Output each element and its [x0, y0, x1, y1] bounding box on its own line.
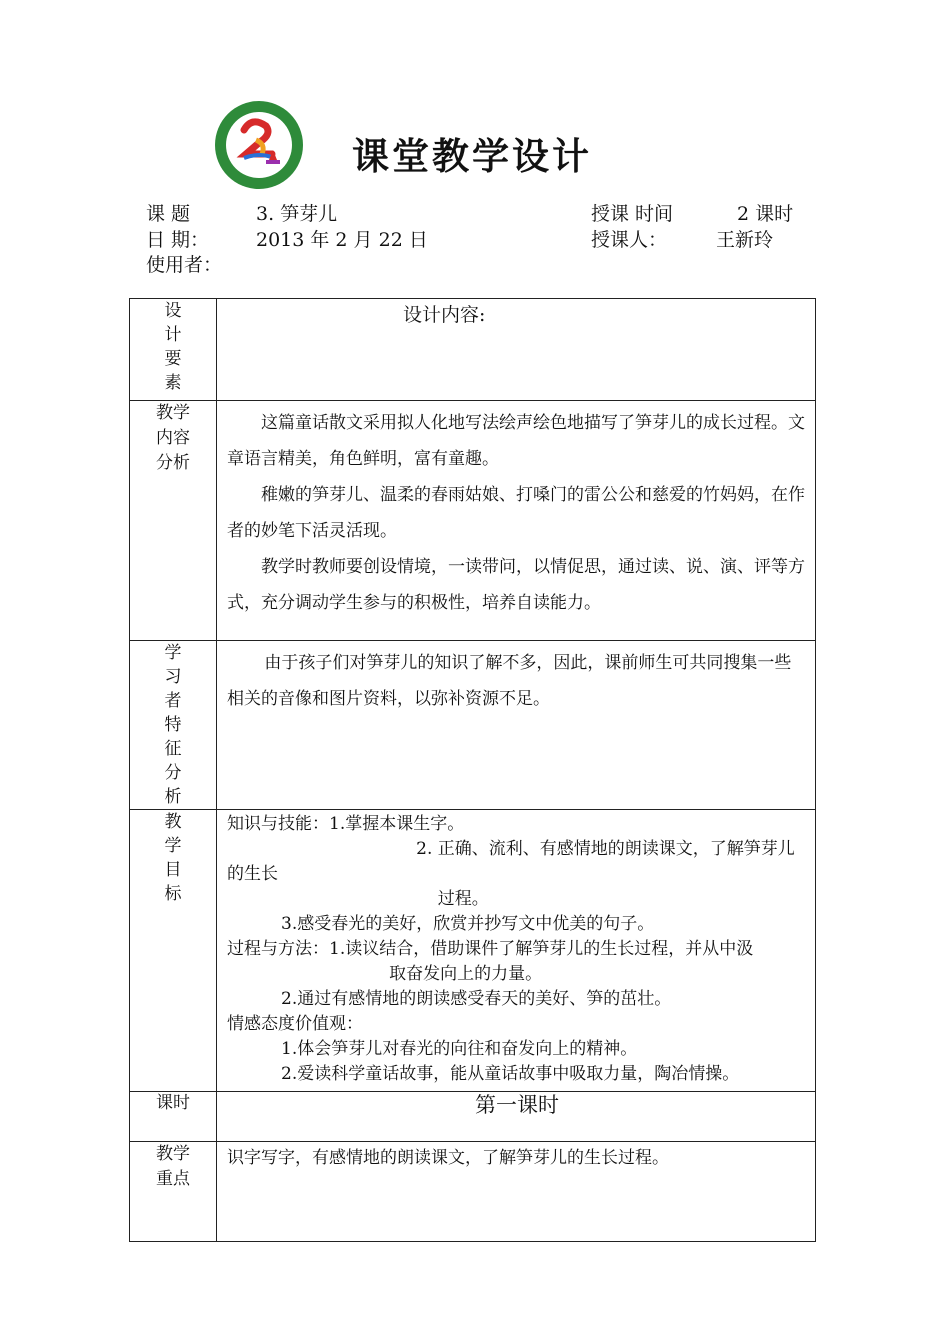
goal-line: 取奋发向上的力量。 [227, 964, 543, 984]
table-row [130, 1092, 816, 1142]
teacher-value: 王新玲 [716, 229, 774, 251]
analysis-label: 教学内容分析 [156, 403, 190, 473]
key-label-cell [130, 1142, 217, 1242]
goal-line: 3.感受春光的美好，欣赏并抄写文中优美的句子。 [227, 914, 655, 934]
analysis-label-cell [130, 401, 217, 641]
goal-line: 过程。 [227, 889, 489, 909]
table-row [130, 641, 816, 810]
header-label-cell [130, 299, 217, 401]
teacher-label: 授课人： [591, 229, 668, 251]
learner-text: 由于孩子们对笋芽儿的知识了解不多，因此，课前师生可共同搜集一些相关的音像和图片资料，以弥补资源不足。 [227, 653, 792, 709]
time-value: 2 课时 [737, 203, 794, 225]
goals-label-cell [130, 810, 217, 1092]
table-row [130, 1142, 816, 1242]
period-label-cell [130, 1092, 217, 1142]
goal-line: 过程与方法：1.读议结合，借助课件了解笋芽儿的生长过程，并从中汲 [227, 939, 754, 959]
goals-content-cell [217, 810, 816, 1092]
goal-line: 2.爱读科学童话故事，能从童话故事中吸取力量，陶冶情操。 [227, 1064, 740, 1084]
learner-content-cell [217, 641, 816, 810]
table-row [130, 299, 816, 401]
key-content-cell [217, 1142, 816, 1242]
goal-line: 2.通过有感情地的朗读感受春天的美好、笋的茁壮。 [227, 989, 672, 1009]
date-label: 日 期： [146, 229, 210, 251]
header-label: 设计要素 [164, 301, 182, 393]
table-row [130, 401, 816, 641]
subject-label: 课 题 [146, 203, 191, 225]
date-value: 2013 年 2 月 22 日 [256, 229, 428, 251]
period-value: 第一课时 [475, 1093, 559, 1117]
table-row [130, 810, 816, 1092]
header-content: 设计内容: [403, 304, 486, 326]
time-label: 授课 时间 [591, 203, 674, 225]
goal-line: 1.体会笋芽儿对春光的向往和奋发向上的精神。 [227, 1039, 638, 1059]
period-content-cell [217, 1092, 816, 1142]
analysis-paragraph: 这篇童话散文采用拟人化地写法绘声绘色地描写了笋芽儿的成长过程。文章语言精美，角色鲜明，富有童趣。 [227, 413, 805, 469]
key-label: 教学重点 [156, 1144, 190, 1189]
learner-label: 学习者特征分析 [164, 643, 182, 807]
goal-line: 知识与技能：1.掌握本课生字。 [227, 814, 465, 834]
goals-label: 教学目标 [164, 812, 182, 904]
school-logo-emblem [214, 100, 304, 190]
user-label: 使用者： [146, 254, 223, 276]
analysis-paragraph: 稚嫩的笋芽儿、温柔的春雨姑娘、打嗓门的雷公公和慈爱的竹妈妈，在作者的妙笔下活灵活现。 [227, 485, 805, 541]
lesson-plan-table [129, 298, 816, 1242]
subject-value: 3. 笋芽儿 [256, 203, 338, 225]
goal-line: 2. 正确、流利、有感情地的朗读课文，了解笋芽儿的生长 [227, 839, 795, 884]
learner-label-cell [130, 641, 217, 810]
page-title: 课堂教学设计 [352, 135, 592, 178]
key-text: 识字写字，有感情地的朗读课文，了解笋芽儿的生长过程。 [227, 1148, 669, 1168]
analysis-content-cell [217, 401, 816, 641]
analysis-paragraph: 教学时教师要创设情境，一读带问，以情促思，通过读、说、演、评等方式，充分调动学生参与的积极性，培养自读能力。 [227, 557, 805, 613]
period-label: 课时 [156, 1093, 190, 1113]
header-content-cell [217, 299, 816, 401]
goal-line: 情感态度价值观： [227, 1014, 363, 1034]
